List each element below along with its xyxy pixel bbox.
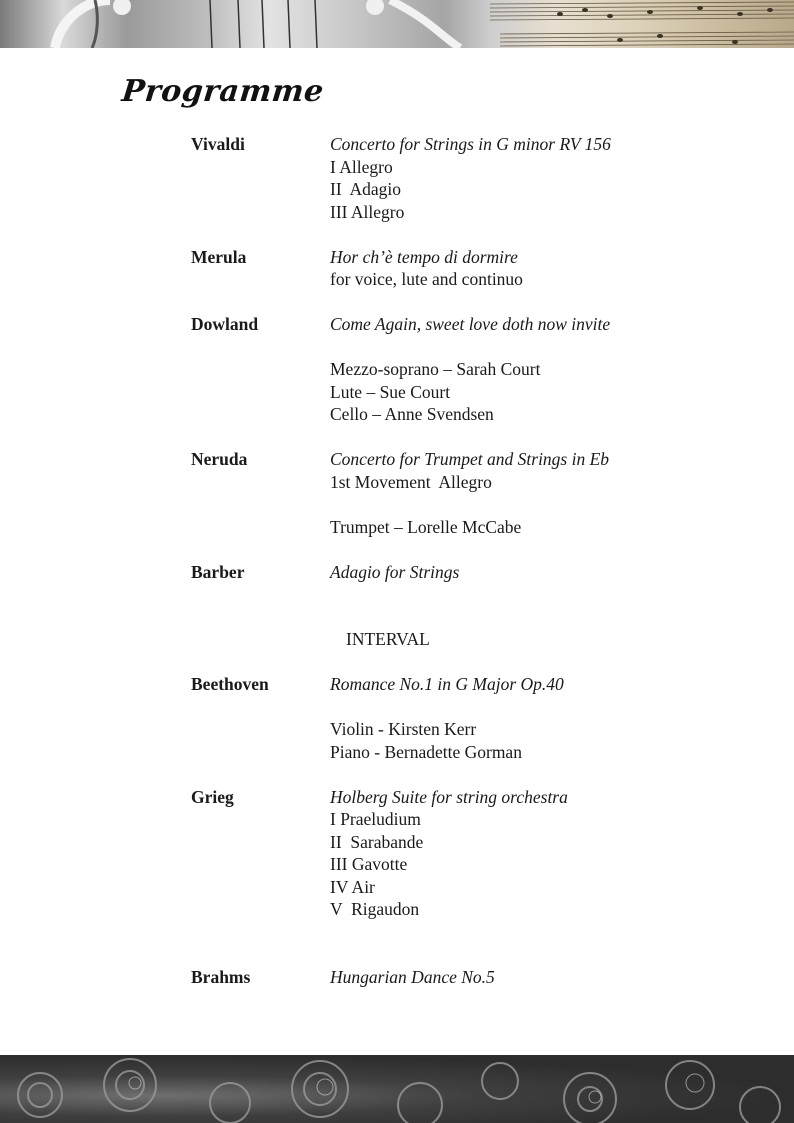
programme-entry [191, 448, 711, 538]
movement-line: V Rigaudon [330, 899, 420, 919]
work-title: Hungarian Dance No.5 [330, 966, 495, 987]
movement-line: IV Air [330, 876, 375, 897]
performer-line: Trumpet – Lorelle McCabe [330, 516, 522, 537]
work-title: Come Again, sweet love doth now invite [330, 314, 611, 334]
programme-entry [191, 133, 711, 223]
programme-entry [191, 313, 711, 426]
performer-line: Piano - Bernadette Gorman [330, 741, 522, 762]
piece-details [330, 133, 711, 223]
composer-name: Neruda [191, 449, 248, 469]
work-title: Concerto for Strings in G minor RV 156 [330, 134, 611, 154]
work-title: Hor ch’è tempo di dormire [330, 246, 518, 267]
violin-sheet-music-image [0, 0, 794, 48]
interval-label: INTERVAL [346, 629, 430, 649]
movement-line: III Allegro [330, 201, 405, 222]
programme-entry [191, 786, 711, 921]
performer-line: Violin - Kirsten Kerr [330, 719, 477, 739]
piece-details [330, 448, 711, 538]
work-title: Adagio for Strings [330, 561, 460, 582]
piece-details [330, 313, 711, 426]
movement-line: 1st Movement Allegro [330, 471, 492, 492]
performer-line: Cello – Anne Svendsen [330, 404, 494, 424]
movement-line: I Praeludium [330, 809, 421, 829]
piece-details [330, 246, 711, 291]
programme-entry [191, 966, 711, 989]
composer-name: Brahms [191, 966, 251, 987]
movement-line: III Gavotte [330, 854, 408, 874]
work-title: Concerto for Trumpet and Strings in Eb [330, 449, 610, 469]
movement-line: I Allegro [330, 156, 393, 177]
bottom-decorative-banner [0, 1055, 794, 1123]
top-decorative-banner [0, 0, 794, 48]
composer-name: Merula [191, 246, 247, 267]
programme-entry [191, 246, 711, 291]
composer-name: Grieg [191, 786, 234, 807]
performer-line: Mezzo-soprano – Sarah Court [330, 359, 541, 379]
work-title: Holberg Suite for string orchestra [330, 786, 568, 807]
performer-line: Lute – Sue Court [330, 381, 451, 402]
composer-name: Dowland [191, 314, 259, 334]
programme-entry [191, 561, 711, 584]
work-title: Romance No.1 in G Major Op.40 [330, 674, 564, 694]
movement-line: II Sarabande [330, 831, 424, 852]
programme-list [191, 133, 711, 988]
composer-name: Barber [191, 561, 245, 582]
metallic-swirl-image [0, 1055, 794, 1123]
piece-details [330, 786, 711, 921]
programme-entry [191, 673, 711, 763]
page-title: Programme [120, 74, 326, 109]
movement-line: II Adagio [330, 179, 401, 199]
composer-name: Vivaldi [191, 134, 245, 154]
piece-details [330, 673, 711, 763]
movement-line: for voice, lute and continuo [330, 269, 523, 289]
composer-name: Beethoven [191, 674, 269, 694]
piece-details [330, 966, 711, 989]
piece-details [330, 561, 711, 584]
